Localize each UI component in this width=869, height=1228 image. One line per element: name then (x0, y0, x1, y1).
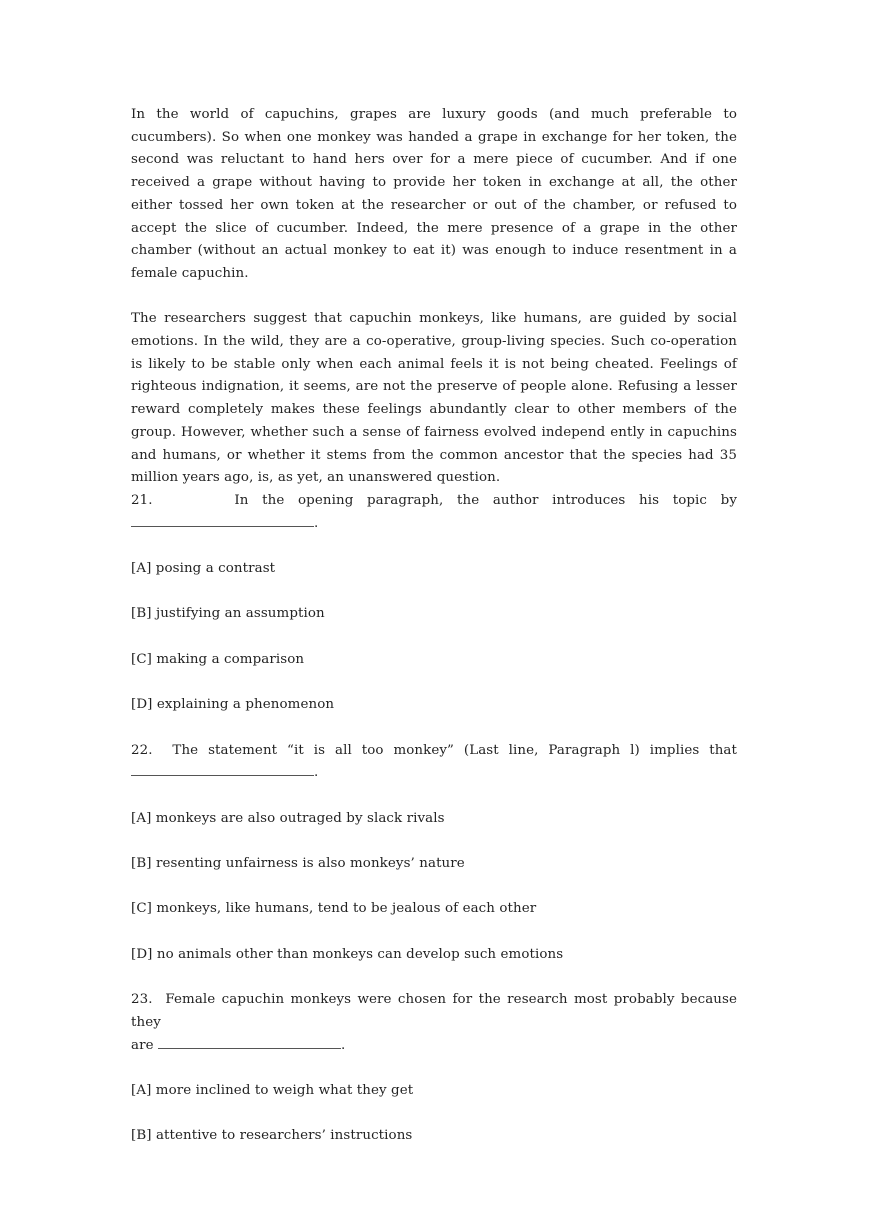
question-23-stem-line2: are (131, 1037, 154, 1053)
question-23-stem-line (131, 989, 737, 1034)
question-21-stem: In the opening paragraph, the author introduces his topic by (234, 492, 738, 508)
question-23 (131, 989, 737, 1148)
question-21-options (131, 558, 737, 717)
passage (131, 104, 737, 490)
option-21-d: [D] explaining a phenomenon (131, 697, 335, 713)
question-23-number: 23. (131, 992, 153, 1008)
answer-blank (131, 763, 314, 776)
question-23-answer-line (131, 1035, 737, 1058)
question-22-stem-tail: . (314, 765, 319, 781)
option-22-c: [C] monkeys, like humans, tend to be jealous of each other (131, 901, 537, 917)
question-23-options (131, 1080, 737, 1148)
option-21-a: [A] posing a contrast (131, 561, 276, 577)
question-23-stem-tail: . (340, 1037, 346, 1053)
question-22-stem-line (131, 740, 737, 763)
question-21-stem-tail: . (314, 515, 319, 531)
question-21-stem-line (131, 490, 737, 513)
question-21-number: 21. (131, 492, 153, 508)
option-22-a: [A] monkeys are also outraged by slack rivals (131, 810, 445, 826)
passage-paragraph-1: In the world of capuchins, grapes are luxury goods (and much preferable to cucumbers). So when one monkey was handed a grape in exchange for her token, the second was reluctant to hand hers over for a mere piece of cucumber. And if one received a grape without having to provide her token in exchange at all, the other either tossed her own token at the researcher or out of the chamber, or refused to accept the slice of cucumber. Indeed, the mere presence of a grape in the other chamber (without an actual monkey to eat it) was enough to induce resentment in a female capuchin. (131, 107, 737, 281)
question-22 (131, 740, 737, 967)
question-23-stem: Female capuchin monkeys were chosen for the research most probably because they (131, 992, 738, 1030)
question-22-stem: The statement “it is all too monkey” (Last line, Paragraph l) implies that (172, 742, 737, 758)
option-21-c: [C] making a comparison (131, 651, 305, 667)
option-23-b: [B] attentive to researchers’ instructions (131, 1128, 413, 1144)
answer-blank (158, 1036, 341, 1049)
question-22-options (131, 808, 737, 967)
question-21 (131, 490, 737, 717)
passage-paragraph-2: The researchers suggest that capuchin monkeys, like humans, are guided by social emotions. In the wild, they are a co-operative, group-living species. Such co-operation is likely to be stable only when each animal feels it is not being cheated. Feelings of righteous indignation, it seems, are not the preserve of people alone. Refusing a lesser reward completely makes these feelings abundantly clear to other members of the group. However, whether such a sense of fairness evolved independ ently in capuchins and humans, or whether it stems from the common ancestor that the species had 35 million years ago, is, as yet, an unanswered question. (131, 311, 737, 486)
question-21-answer-line (131, 513, 737, 536)
question-22-number: 22. (131, 742, 153, 758)
document-page (131, 104, 737, 1148)
answer-blank (131, 514, 314, 527)
option-21-b: [B] justifying an assumption (131, 606, 325, 622)
option-23-a: [A] more inclined to weigh what they get (131, 1083, 414, 1099)
option-22-b: [B] resenting unfairness is also monkeys’ nature (131, 856, 465, 872)
question-22-answer-line (131, 762, 737, 785)
option-22-d: [D] no animals other than monkeys can develop such emotions (131, 946, 564, 962)
